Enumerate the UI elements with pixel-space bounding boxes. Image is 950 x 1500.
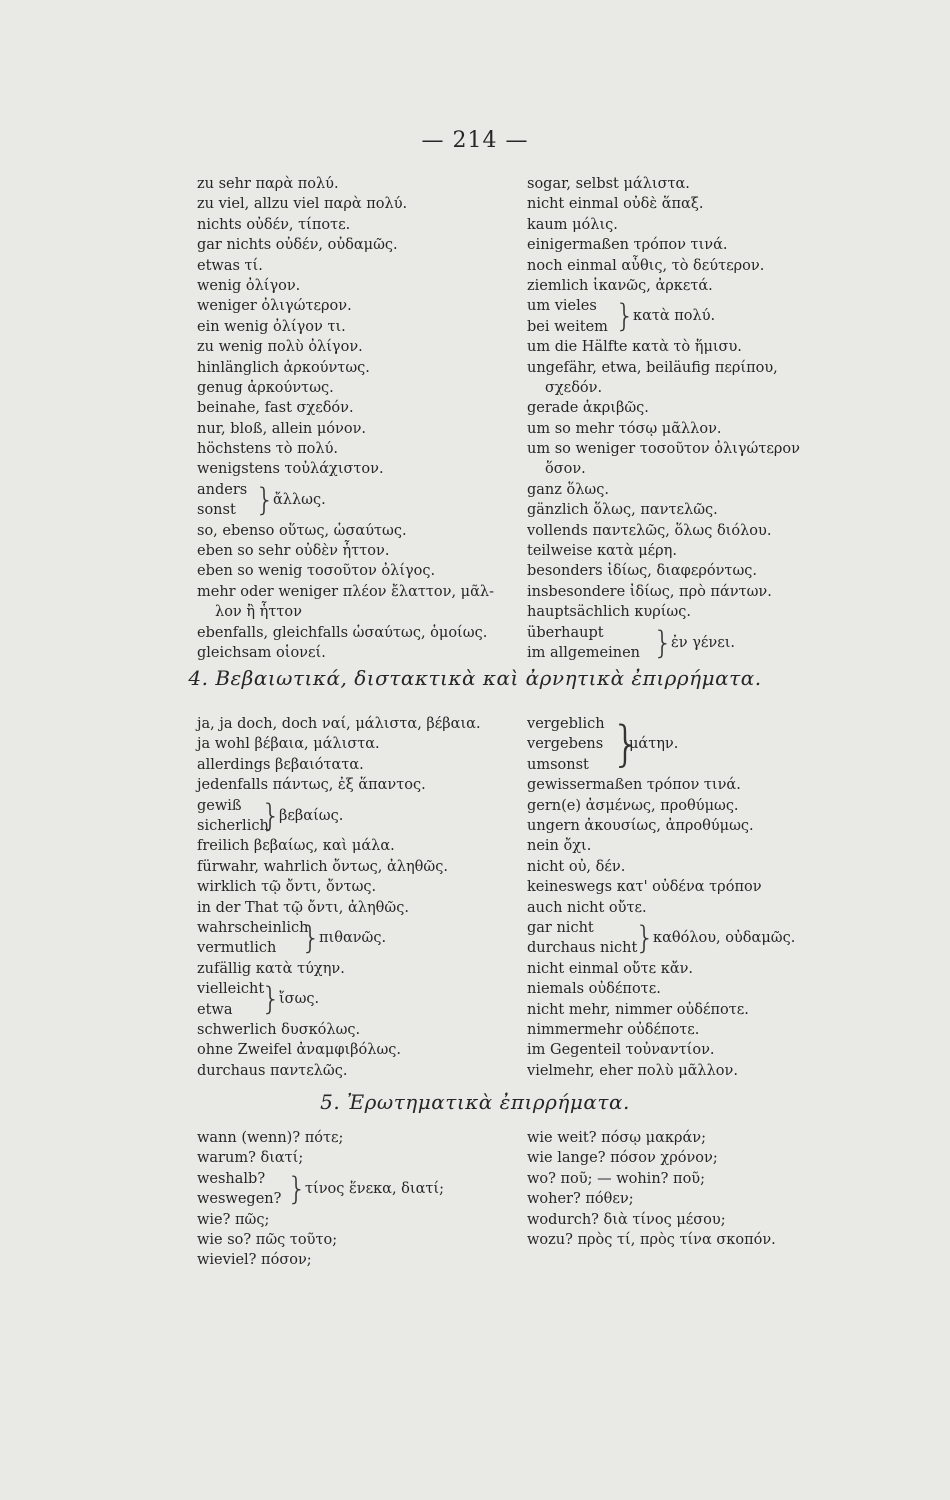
bracket-shared-translation: καθόλου, οὐδαμῶς. <box>653 929 796 946</box>
entry-line: um so weniger τοσοῦτον ὀλιγώτερον <box>527 441 800 458</box>
entry-line: gern(e) ἀσμένως, προθύμως. <box>527 797 739 814</box>
entry-line: wie so? πῶς τοῦτο; <box>197 1231 338 1248</box>
section4-left-column <box>197 714 481 1081</box>
entry-line: gerade ἀκριβῶς. <box>527 400 649 417</box>
entry-line: jedenfalls πάντως, ἐξ ἅπαντος. <box>197 777 426 794</box>
bracket-word: überhaupt <box>527 624 604 641</box>
bracket-group <box>527 714 762 775</box>
entry-line: ungefähr, etwa, beiläufig περίπου, <box>527 359 778 376</box>
entry-line: wirklich τῷ ὄντι, ὄντως. <box>197 879 377 896</box>
bracket-shared-translation: τίνος ἕνεκα, διατί; <box>305 1180 444 1197</box>
bracket-word: weswegen? <box>197 1191 282 1208</box>
bracket-group <box>527 296 800 337</box>
bracket-word: vielleicht <box>197 981 265 998</box>
bracket-word: sicherlich <box>197 817 269 834</box>
brace-glyph: } <box>635 919 655 956</box>
bracket-word: umsonst <box>527 756 589 773</box>
bracket-shared-translation: ἄλλως. <box>273 491 326 508</box>
bracket-word: gar nicht <box>527 919 594 936</box>
brace-glyph: } <box>261 981 281 1018</box>
entry-line: zu wenig πολὺ ὀλίγον. <box>197 339 363 356</box>
entry-line: fürwahr, wahrlich ὄντως, ἀληθῶς. <box>197 858 448 875</box>
bracket-group <box>197 979 481 1020</box>
section-heading-4: 4. Βεβαιωτικά, διστακτικὰ καὶ ἀρνητικὰ ἐπιρρήματα. <box>188 666 762 690</box>
entry-line: zu sehr παρὰ πολύ. <box>197 176 339 192</box>
entry-line: hinlänglich ἀρκούντως. <box>197 359 370 376</box>
entry-line: einigermaßen τρόπον τινά. <box>527 237 728 254</box>
entry-line: wo? ποῦ; — wohin? ποῦ; <box>527 1170 706 1187</box>
entry-line: in der That τῷ ὄντι, ἀληθῶς. <box>197 899 409 916</box>
entry-line: vollends παντελῶς, ὅλως διόλου. <box>527 522 772 539</box>
bracket-group <box>197 1169 444 1210</box>
entry-line: wieviel? πόσον; <box>197 1252 312 1269</box>
page-number: — 214 — <box>421 128 529 153</box>
bracket-group <box>197 796 481 837</box>
section5-left-column <box>197 1128 444 1271</box>
bracket-shared-translation: ἴσως. <box>279 991 320 1008</box>
bracket-shared-translation: βεβαίως. <box>279 807 344 824</box>
entry-line: nur, bloß, allein μόνον. <box>197 420 366 437</box>
section4-right-column <box>527 714 796 1081</box>
entry-line: wann (wenn)? πότε; <box>197 1130 344 1146</box>
entry-line: um so mehr τόσῳ μᾶλλον. <box>527 420 722 437</box>
entry-line: vielmehr, eher πολὺ μᾶλλον. <box>527 1062 738 1079</box>
entry-line: höchstens τὸ πολύ. <box>197 441 338 458</box>
entry-line: wenig ὀλίγον. <box>197 277 301 294</box>
bracket-group <box>527 918 796 959</box>
entry-line: allerdings βεβαιότατα. <box>197 756 364 773</box>
bracket-word: vermutlich <box>197 940 277 957</box>
entry-line: wie lange? πόσον χρόνον; <box>527 1150 718 1167</box>
section3-right-column <box>527 174 800 663</box>
entry-line: schwerlich δυσκόλως. <box>197 1021 361 1038</box>
brace-glyph: } <box>653 624 673 661</box>
entry-line-continuation: σχεδόν. <box>545 379 603 396</box>
entry-line: keineswegs κατ' οὐδένα τρόπον <box>527 879 762 896</box>
entry-line: weniger ὀλιγώτερον. <box>197 298 352 315</box>
brace-glyph: } <box>611 716 642 772</box>
entry-line: zufällig κατὰ τύχην. <box>197 960 345 977</box>
entry-line: woher? πόθεν; <box>527 1191 634 1208</box>
entry-line: insbesondere ἰδίως, πρὸ πάντων. <box>527 583 772 600</box>
bracket-word: vergebens <box>527 736 604 753</box>
entry-line: warum? διατί; <box>197 1150 304 1167</box>
entry-line: ein wenig ὀλίγον τι. <box>197 318 346 335</box>
entry-line: teilweise κατὰ μέρη. <box>527 543 677 560</box>
entry-line: eben so wenig τοσοῦτον ὀλίγος. <box>197 563 436 580</box>
entry-line: gleichsam οἱονεί. <box>197 645 326 661</box>
entry-line: etwas τί. <box>197 257 263 274</box>
entry-line: nimmermehr οὐδέποτε. <box>527 1021 700 1038</box>
entry-line: sogar, selbst μάλιστα. <box>527 176 690 192</box>
bracket-shared-translation: ἐν γένει. <box>671 634 736 651</box>
entry-line: gar nichts οὐδέν, οὐδαμῶς. <box>197 237 398 254</box>
entry-line: ganz ὅλως. <box>527 481 609 498</box>
bracket-word: wahrscheinlich <box>197 919 309 936</box>
entry-line: auch nicht οὔτε. <box>527 899 647 916</box>
entry-line: um die Hälfte κατὰ τὸ ἥμισυ. <box>527 339 742 356</box>
entry-line: im Gegenteil τοὐναντίον. <box>527 1042 715 1059</box>
section5-right-column <box>527 1128 776 1250</box>
bracket-word: um vieles <box>527 298 597 315</box>
bracket-word: gewiß <box>197 797 242 814</box>
entry-line: freilich βεβαίως, καὶ μάλα. <box>197 838 395 855</box>
entry-line: wie? πῶς; <box>197 1211 270 1228</box>
entry-line: gänzlich ὅλως, παντελῶς. <box>527 502 718 519</box>
entry-line: ziemlich ἱκανῶς, ἀρκετά. <box>527 277 713 294</box>
bracket-shared-translation: κατὰ πολύ. <box>633 308 716 325</box>
entry-line-continuation: λον ἢ ἧττον <box>215 604 302 621</box>
bracket-word: vergeblich <box>527 716 605 732</box>
entry-line: nicht οὐ, δέν. <box>527 858 626 875</box>
bracket-word: etwa <box>197 1001 233 1018</box>
bracket-group <box>197 480 494 521</box>
bracket-shared-translation: πιθανῶς. <box>319 929 387 946</box>
brace-glyph: } <box>255 481 275 518</box>
brace-glyph: } <box>287 1170 307 1207</box>
brace-glyph: } <box>261 797 281 834</box>
entry-line: ja wohl βέβαια, μάλιστα. <box>197 736 380 753</box>
entry-line: wodurch? διὰ τίνος μέσου; <box>527 1211 726 1228</box>
brace-glyph: } <box>301 919 321 956</box>
brace-glyph: } <box>615 298 635 335</box>
bracket-shared-translation: μάτην. <box>629 736 679 752</box>
bracket-word: weshalb? <box>197 1170 266 1187</box>
entry-line: mehr oder weniger πλέον ἔλαττον, μᾶλ- <box>197 583 494 600</box>
entry-line-continuation: ὅσον. <box>545 461 586 478</box>
entry-line: ebenfalls, gleichfalls ὡσαύτως, ὁμοίως. <box>197 624 488 641</box>
entry-line: ja, ja doch, doch ναί, μάλιστα, βέβαια. <box>197 716 481 732</box>
entry-line: durchaus παντελῶς. <box>197 1062 348 1079</box>
entry-line: so, ebenso οὕτως, ὡσαύτως. <box>197 522 407 539</box>
entry-line: eben so sehr οὐδὲν ἧττον. <box>197 543 390 560</box>
entry-line: nicht einmal οὐδὲ ἅπαξ. <box>527 196 704 213</box>
entry-line: besonders ἰδίως, διαφερόντως. <box>527 563 757 580</box>
bracket-word: bei weitem <box>527 318 608 335</box>
entry-line: genug ἀρκούντως. <box>197 379 334 396</box>
entry-line: hauptsächlich κυρίως. <box>527 604 691 621</box>
bracket-group <box>527 623 800 664</box>
entry-line: nicht mehr, nimmer οὐδέποτε. <box>527 1001 749 1018</box>
entry-line: kaum μόλις. <box>527 216 618 233</box>
bracket-word: im allgemeinen <box>527 645 641 661</box>
entry-line: wie weit? πόσῳ μακράν; <box>527 1130 706 1146</box>
entry-line: ungern ἀκουσίως, ἀπροθύμως. <box>527 817 754 834</box>
entry-line: gewissermaßen τρόπον τινά. <box>527 777 741 794</box>
section3-left-column <box>197 174 494 663</box>
entry-line: beinahe, fast σχεδόν. <box>197 400 354 417</box>
entry-line: nein ὄχι. <box>527 838 592 855</box>
entry-line: niemals οὐδέποτε. <box>527 981 661 998</box>
entry-line: ohne Zweifel ἀναμφιβόλως. <box>197 1042 402 1059</box>
bracket-word: durchaus nicht <box>527 940 638 957</box>
entry-line: noch einmal αὖθις, τὸ δεύτερον. <box>527 257 765 274</box>
entry-line: wenigstens τοὐλάχιστον. <box>197 461 384 478</box>
entry-line: zu viel, allzu viel παρὰ πολύ. <box>197 196 408 213</box>
entry-line: nichts οὐδέν, τίποτε. <box>197 216 351 233</box>
bracket-group <box>197 918 481 959</box>
section-heading-5: 5. Ἐρωτηματικὰ ἐπιρρήματα. <box>320 1090 630 1114</box>
entry-line: nicht einmal οὔτε κἄν. <box>527 960 694 977</box>
bracket-word: anders <box>197 481 248 498</box>
entry-line: wozu? πρὸς τί, πρὸς τίνα σκοπόν. <box>527 1231 776 1248</box>
bracket-word: sonst <box>197 502 236 519</box>
